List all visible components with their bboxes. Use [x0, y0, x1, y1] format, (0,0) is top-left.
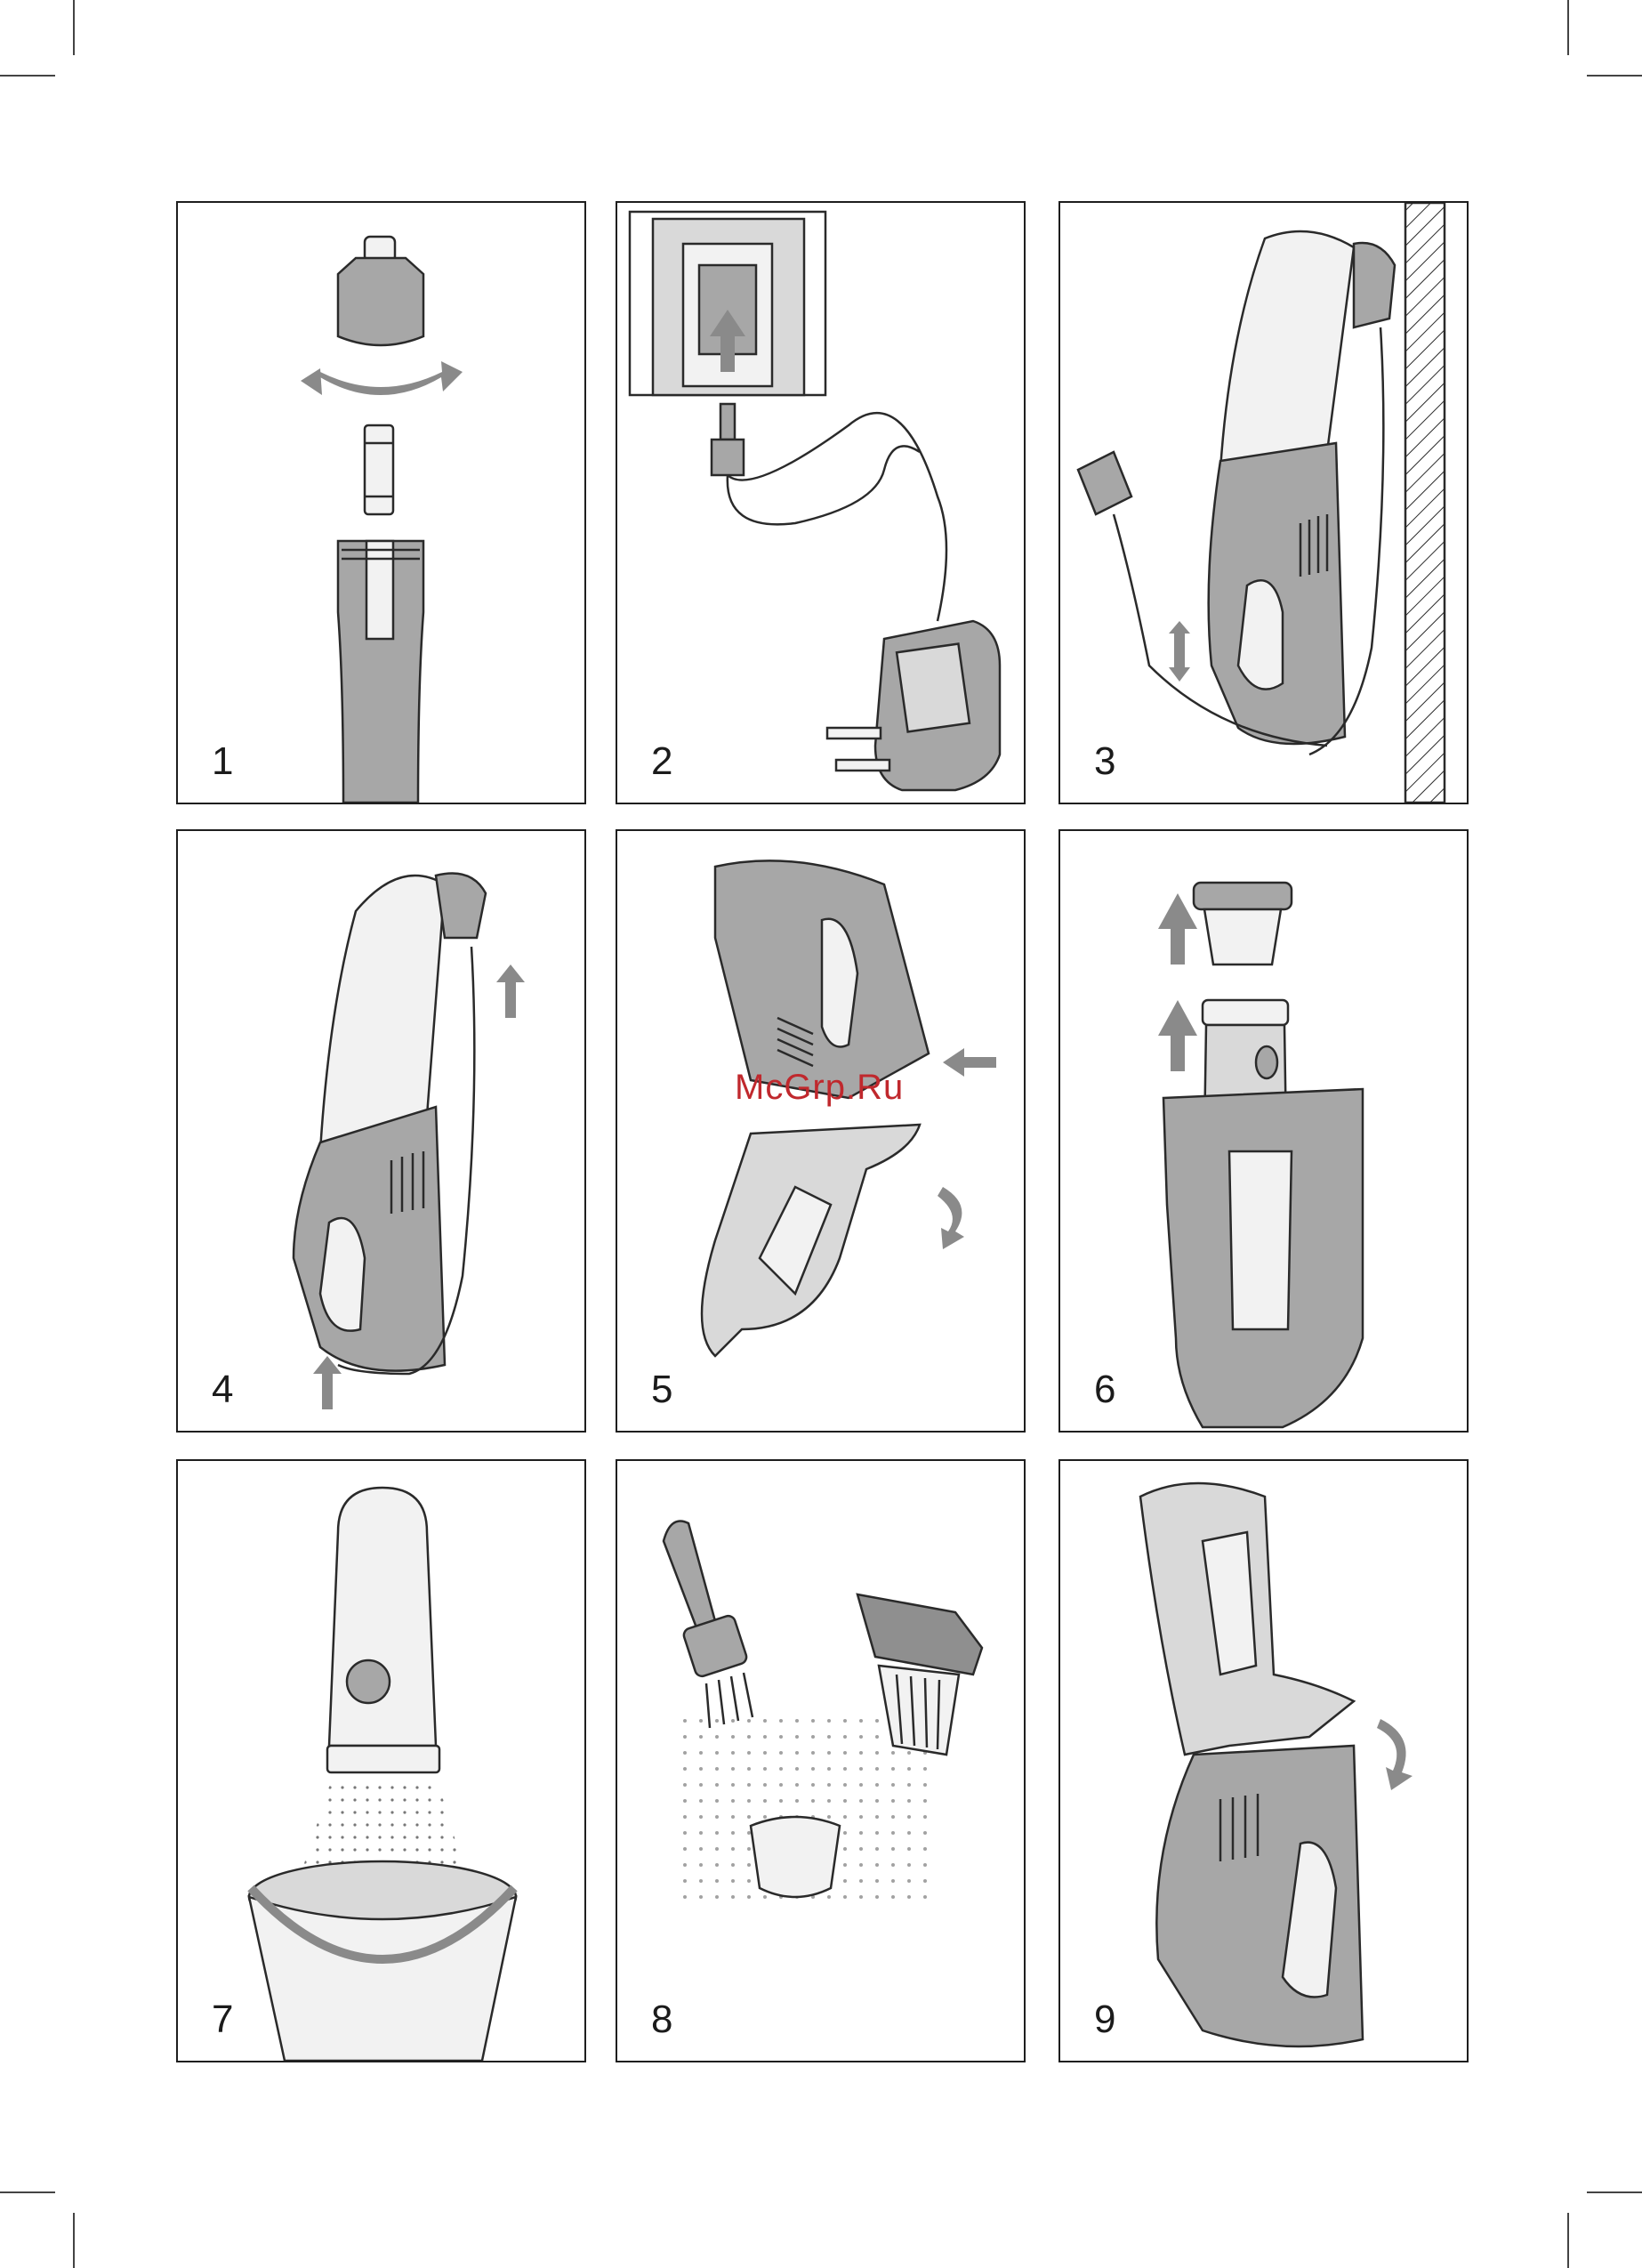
- fuse-replacement-icon: [178, 203, 584, 803]
- cable-connection-icon: [178, 831, 584, 1431]
- panel-number: 8: [651, 1998, 673, 2041]
- panel-9: [1058, 1459, 1469, 2062]
- crop-mark: [73, 0, 75, 55]
- panel-number: 5: [651, 1368, 673, 1411]
- panel-5: [616, 829, 1026, 1433]
- crop-mark: [1587, 2191, 1642, 2193]
- panel-number: 7: [212, 1998, 234, 2041]
- crop-mark: [1567, 0, 1569, 55]
- crop-mark: [1587, 75, 1642, 77]
- panel-3: [1058, 201, 1469, 804]
- empty-container-icon: [178, 1461, 584, 2061]
- reattach-container-icon: [1060, 1461, 1467, 2061]
- clean-filter-icon: [617, 1461, 1024, 2061]
- panel-6: [1058, 829, 1469, 1433]
- detach-dust-container-icon: [617, 831, 1024, 1431]
- watermark: McGrp.Ru: [735, 1068, 905, 1107]
- panel-1: [176, 201, 586, 804]
- crop-mark: [73, 2213, 75, 2268]
- panel-4: [176, 829, 586, 1433]
- panel-2: [616, 201, 1026, 804]
- panel-number: 9: [1094, 1998, 1116, 2041]
- wall-mount-charging-icon: [1060, 203, 1467, 803]
- panel-number: 4: [212, 1368, 234, 1411]
- charger-plug-icon: [617, 203, 1024, 803]
- remove-filter-icon: [1060, 831, 1467, 1431]
- crop-mark: [1567, 2213, 1569, 2268]
- panel-number: 1: [212, 739, 234, 783]
- crop-mark: [0, 75, 55, 77]
- panel-number: 6: [1094, 1368, 1116, 1411]
- panel-number: 3: [1094, 739, 1116, 783]
- panel-number: 2: [651, 739, 673, 783]
- panel-7: [176, 1459, 586, 2062]
- panel-8: [616, 1459, 1026, 2062]
- crop-mark: [0, 2191, 55, 2193]
